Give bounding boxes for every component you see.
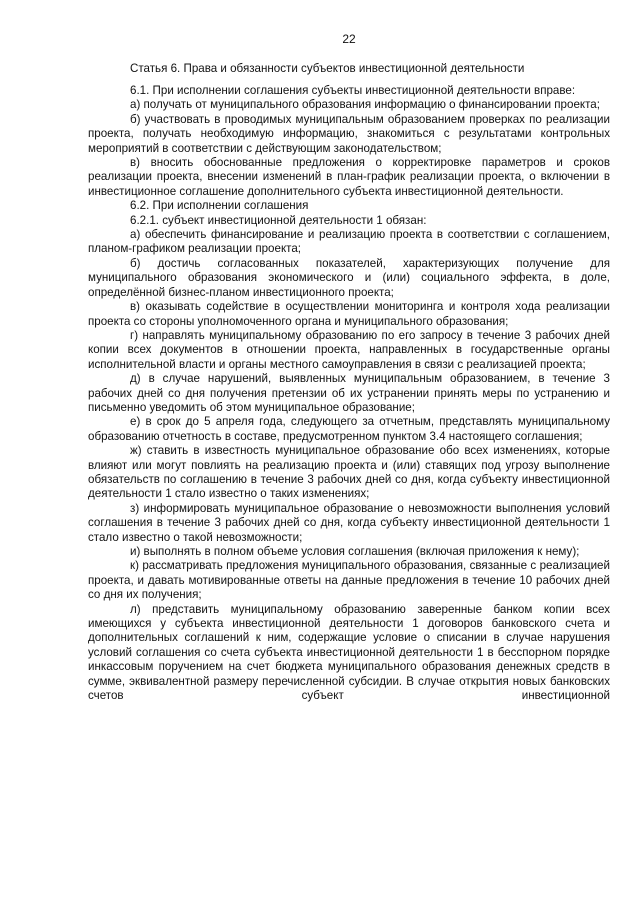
page-number: 22 bbox=[342, 32, 356, 46]
paragraph-6-1-v: в) вносить обоснованные предложения о корректировке параметров и сроков реализации проекта, внесении изменений в план-график реализации проекта, о включении в инвестиционное соглашение дополнительного субъекта инвестиционной деятельности. bbox=[88, 156, 610, 198]
paragraph-6-2-1-b: б) достичь согласованных показателей, характеризующих получение для муниципального образования экономического и (или) социального эффекта, в доле, определённой бизнес-планом инвестиционного проекта; bbox=[88, 256, 610, 299]
article-title: Статья 6. Права и обязанности субъектов инвестиционной деятельности bbox=[130, 62, 525, 75]
paragraph-6-2-1-g: г) направлять муниципальному образованию по его запросу в течение 3 рабочих дней копии всех документов в отношении проекта, направленных в государственные органы исполнительной власти и органы местного самоуправления в связи с реализацией проекта; bbox=[88, 328, 610, 371]
paragraph-6-2: 6.2. При исполнении соглашения bbox=[130, 199, 309, 213]
paragraph-6-1-a: а) получать от муниципального образования информацию о финансировании проекта; bbox=[130, 98, 600, 112]
paragraph-6-2-1-a: а) обеспечить финансирование и реализацию проекта в соответствии с соглашением, планом-графиком реализации проекта; bbox=[88, 228, 610, 256]
paragraph-6-1: 6.1. При исполнении соглашения субъекты инвестиционной деятельности вправе: bbox=[130, 84, 576, 97]
paragraph-6-2-1-e: е) в срок до 5 апреля года, следующего за отчетным, представлять муниципальному образованию отчетность в составе, предусмотренном пунктом 3.4 настоящего соглашения; bbox=[88, 415, 610, 443]
paragraph-6-1-b: б) участвовать в проводимых муниципальным образованием проверках по реализации проекта, получать необходимую информацию, знакомиться с результатами контрольных мероприятий в соответствии с действующим законодательством; bbox=[88, 112, 610, 155]
paragraph-6-2-1-k: к) рассматривать предложения муниципального образования, связанные с реализацией проекта, и давать мотивированные ответы на данные предложения в течение 10 рабочих дней со дня их получения; bbox=[88, 559, 610, 602]
article-body bbox=[88, 84, 610, 703]
paragraph-6-2-1-i: и) выполнять в полном объеме условия соглашения (включая приложения к нему); bbox=[130, 545, 580, 558]
paragraph-6-2-1-zh: ж) ставить в известность муниципальное образование обо всех изменениях, которые влияют или могут повлиять на реализацию проекта и (или) ставящих под угрозу выполнение обязательств по соглашению в течение 3 рабочих дней со дня, когда субъекту инвестиционной деятельности 1 стало известно о таких изменениях; bbox=[88, 444, 610, 501]
paragraph-6-2-1-z: з) информировать муниципальное образование о невозможности выполнения условий соглашения в течение 3 рабочих дней со дня, когда субъекту инвестиционной деятельности 1 стало известно о такой невозможности; bbox=[88, 501, 610, 544]
paragraph-6-2-1-d: д) в случае нарушений, выявленных муниципальным образованием, в течение 3 рабочих дней со дня получения претензии об их устранении принять меры по устранению и письменно уведомить об этом муниципальное образование; bbox=[88, 372, 610, 414]
paragraph-6-2-1-l: л) представить муниципальному образованию заверенные банком копии всех имеющихся у субъекта инвестиционной деятельности 1 договоров банковского счета и дополнительных соглашений к ним, содержащие условие о списании в случае нарушения условий соглашения со счета субъекта инвестиционной деятельности 1 в бесспорном порядке инкассовым поручением на счет бюджета муниципального образования денежных средств в сумме, эквивалентной размеру перечисленной субсидии. В случае открытия новых банковских счетов субъект инвестиционной bbox=[88, 602, 610, 703]
paragraph-6-2-1: 6.2.1. субъект инвестиционной деятельности 1 обязан: bbox=[130, 213, 427, 227]
paragraph-6-2-1-v: в) оказывать содействие в осуществлении мониторинга и контроля хода реализации проекта со стороны уполномоченного органа и муниципального образования; bbox=[88, 300, 610, 328]
